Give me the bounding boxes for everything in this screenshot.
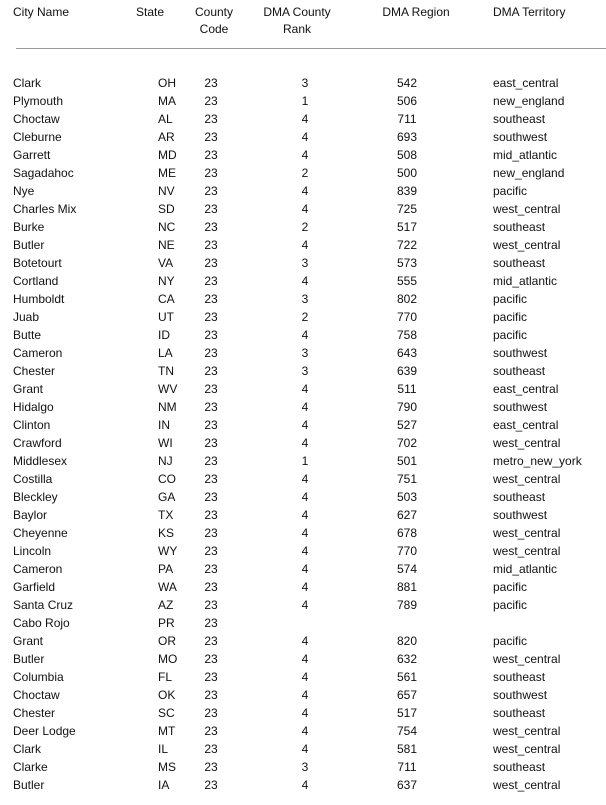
- cell-dma-county-rank: 4: [301, 130, 309, 144]
- cell-dma-territory: west_central: [493, 544, 561, 558]
- cell-state: OR: [158, 634, 176, 648]
- cell-city-name: Choctaw: [13, 112, 60, 126]
- cell-dma-region: 639: [396, 364, 418, 378]
- table-header: [0, 0, 606, 40]
- cell-state: ME: [158, 166, 176, 180]
- cell-city-name: Butler: [13, 238, 45, 252]
- cell-dma-county-rank: 4: [301, 580, 309, 594]
- cell-county-code: 23: [204, 436, 218, 450]
- table-row: [0, 650, 606, 668]
- table-row: [0, 632, 606, 650]
- cell-city-name: Deer Lodge: [13, 724, 76, 738]
- cell-dma-territory: southeast: [493, 256, 546, 270]
- cell-dma-county-rank: 3: [301, 760, 309, 774]
- cell-county-code: 23: [204, 418, 218, 432]
- cell-dma-county-rank: 4: [301, 526, 309, 540]
- cell-dma-region: 627: [396, 508, 418, 522]
- cell-county-code: 23: [204, 454, 218, 468]
- cell-dma-county-rank: 4: [301, 562, 309, 576]
- cell-state: ID: [158, 328, 170, 342]
- table-row: [0, 272, 606, 290]
- cell-city-name: Hidalgo: [13, 400, 54, 414]
- cell-city-name: Botetourt: [13, 256, 62, 270]
- cell-dma-county-rank: 3: [301, 364, 309, 378]
- cell-county-code: 23: [204, 598, 218, 612]
- cell-county-code: 23: [204, 724, 218, 738]
- cell-county-code: 23: [204, 526, 218, 540]
- cell-dma-region: 754: [396, 724, 418, 738]
- cell-county-code: 23: [204, 490, 218, 504]
- cell-dma-region: 500: [396, 166, 418, 180]
- cell-county-code: 23: [204, 94, 218, 108]
- cell-dma-territory: southeast: [493, 220, 546, 234]
- cell-state: MA: [158, 94, 176, 108]
- cell-dma-county-rank: 2: [301, 220, 309, 234]
- cell-state: GA: [158, 490, 176, 504]
- cell-city-name: Cortland: [13, 274, 59, 288]
- cell-dma-county-rank: 2: [301, 310, 309, 324]
- cell-city-name: Santa Cruz: [13, 598, 74, 612]
- cell-city-name: Middlesex: [13, 454, 68, 468]
- cell-dma-region: 702: [396, 436, 418, 450]
- table-row: [0, 92, 606, 110]
- cell-dma-county-rank: 4: [301, 598, 309, 612]
- header-city-name: City Name: [13, 5, 70, 19]
- cell-state: IA: [158, 778, 170, 792]
- cell-county-code: 23: [204, 688, 218, 702]
- cell-dma-region: 678: [396, 526, 418, 540]
- cell-city-name: Butte: [13, 328, 42, 342]
- cell-city-name: Clark: [13, 742, 42, 756]
- cell-dma-territory: new_england: [493, 94, 565, 108]
- cell-city-name: Cabo Rojo: [13, 616, 70, 630]
- cell-dma-county-rank: 4: [301, 274, 309, 288]
- cell-city-name: Cheyenne: [13, 526, 68, 540]
- cell-dma-county-rank: 4: [301, 490, 309, 504]
- cell-dma-region: 632: [396, 652, 418, 666]
- cell-dma-county-rank: 4: [301, 148, 309, 162]
- cell-dma-county-rank: 4: [301, 724, 309, 738]
- cell-county-code: 23: [204, 328, 218, 342]
- table-row: [0, 614, 606, 632]
- cell-dma-region: 527: [396, 418, 418, 432]
- cell-county-code: 23: [204, 652, 218, 666]
- cell-city-name: Plymouth: [13, 94, 64, 108]
- cell-city-name: Clark: [13, 76, 42, 90]
- cell-state: MS: [158, 760, 176, 774]
- table-body: [0, 74, 606, 794]
- cell-state: NY: [158, 274, 175, 288]
- cell-dma-county-rank: 4: [301, 418, 309, 432]
- cell-dma-county-rank: 2: [301, 166, 309, 180]
- table-row: [0, 146, 606, 164]
- cell-state: VA: [158, 256, 174, 270]
- cell-dma-region: 751: [396, 472, 418, 486]
- cell-dma-territory: pacific: [493, 328, 528, 342]
- header-divider: [16, 48, 606, 49]
- cell-dma-territory: southeast: [493, 490, 546, 504]
- cell-city-name: Crawford: [13, 436, 62, 450]
- cell-dma-territory: southwest: [493, 400, 548, 414]
- cell-dma-county-rank: 3: [301, 292, 309, 306]
- cell-city-name: Costilla: [13, 472, 53, 486]
- table-row: [0, 182, 606, 200]
- cell-dma-region: 722: [396, 238, 418, 252]
- cell-dma-region: 711: [397, 760, 417, 774]
- table-row: [0, 506, 606, 524]
- table-row: [0, 578, 606, 596]
- cell-state: CA: [158, 292, 175, 306]
- cell-dma-region: 790: [396, 400, 418, 414]
- cell-dma-region: 542: [396, 76, 418, 90]
- table-row: [0, 308, 606, 326]
- cell-state: OK: [158, 688, 176, 702]
- cell-dma-region: 581: [396, 742, 418, 756]
- cell-dma-territory: pacific: [493, 580, 528, 594]
- table-row: [0, 596, 606, 614]
- cell-dma-territory: west_central: [493, 724, 561, 738]
- cell-state: WA: [158, 580, 177, 594]
- cell-dma-county-rank: 1: [301, 94, 309, 108]
- cell-dma-territory: southeast: [493, 706, 546, 720]
- table-row: [0, 326, 606, 344]
- cell-dma-region: 517: [396, 706, 418, 720]
- cell-county-code: 23: [204, 310, 218, 324]
- cell-dma-territory: mid_atlantic: [493, 562, 558, 576]
- cell-state: AR: [158, 130, 175, 144]
- cell-state: NE: [158, 238, 175, 252]
- header-state: State: [136, 5, 165, 19]
- cell-dma-county-rank: 3: [301, 76, 309, 90]
- cell-dma-region: 711: [397, 112, 417, 126]
- cell-city-name: Humboldt: [13, 292, 65, 306]
- cell-dma-territory: metro_new_york: [493, 454, 582, 468]
- cell-dma-county-rank: 3: [301, 256, 309, 270]
- cell-dma-region: 789: [396, 598, 418, 612]
- table-row: [0, 128, 606, 146]
- cell-dma-county-rank: 4: [301, 184, 309, 198]
- table-row: [0, 704, 606, 722]
- table-row: [0, 542, 606, 560]
- cell-dma-territory: pacific: [493, 184, 528, 198]
- cell-dma-territory: southeast: [493, 364, 546, 378]
- cell-state: IL: [158, 742, 169, 756]
- cell-state: PA: [158, 562, 174, 576]
- cell-city-name: Grant: [13, 382, 44, 396]
- table-row: [0, 560, 606, 578]
- cell-dma-county-rank: 4: [301, 742, 309, 756]
- cell-dma-territory: west_central: [493, 436, 561, 450]
- cell-dma-county-rank: 4: [301, 112, 309, 126]
- table-row: [0, 164, 606, 182]
- cell-state: TN: [158, 364, 174, 378]
- cell-dma-county-rank: 4: [301, 670, 309, 684]
- cell-state: NC: [158, 220, 176, 234]
- cell-county-code: 23: [204, 274, 218, 288]
- cell-state: KS: [158, 526, 175, 540]
- cell-city-name: Garfield: [13, 580, 56, 594]
- cell-dma-county-rank: 4: [301, 382, 309, 396]
- cell-city-name: Clinton: [13, 418, 51, 432]
- cell-county-code: 23: [204, 634, 218, 648]
- table-row: [0, 452, 606, 470]
- cell-dma-territory: west_central: [493, 742, 561, 756]
- table-row: [0, 74, 606, 92]
- table-row: [0, 344, 606, 362]
- cell-dma-territory: southwest: [493, 346, 548, 360]
- cell-dma-region: 657: [396, 688, 418, 702]
- cell-state: SD: [158, 202, 175, 216]
- cell-city-name: Butler: [13, 778, 45, 792]
- cell-dma-territory: west_central: [493, 778, 561, 792]
- table-row: [0, 398, 606, 416]
- cell-dma-region: 820: [396, 634, 418, 648]
- cell-dma-region: 506: [396, 94, 418, 108]
- cell-dma-region: 758: [396, 328, 418, 342]
- cell-dma-region: 643: [396, 346, 418, 360]
- cell-county-code: 23: [204, 130, 218, 144]
- cell-dma-territory: mid_atlantic: [493, 274, 558, 288]
- cell-dma-region: 573: [396, 256, 418, 270]
- cell-dma-county-rank: 4: [301, 706, 309, 720]
- cell-state: MO: [158, 652, 178, 666]
- cell-county-code: 23: [204, 346, 218, 360]
- cell-dma-county-rank: 4: [301, 778, 309, 792]
- cell-state: IN: [158, 418, 170, 432]
- header-county-code: County Code: [194, 5, 234, 36]
- cell-state: NM: [158, 400, 177, 414]
- cell-dma-region: 503: [396, 490, 418, 504]
- cell-city-name: Burke: [13, 220, 45, 234]
- cell-state: NJ: [158, 454, 173, 468]
- cell-city-name: Chester: [13, 706, 56, 720]
- cell-dma-territory: southwest: [493, 508, 548, 522]
- cell-dma-county-rank: 3: [301, 346, 309, 360]
- table-row: [0, 434, 606, 452]
- cell-state: NV: [158, 184, 175, 198]
- cell-county-code: 23: [204, 580, 218, 594]
- table-row: [0, 758, 606, 776]
- cell-county-code: 23: [204, 184, 218, 198]
- table-row: [0, 254, 606, 272]
- cell-dma-region: 555: [396, 274, 418, 288]
- cell-dma-territory: east_central: [493, 418, 559, 432]
- cell-city-name: Cameron: [13, 562, 63, 576]
- cell-county-code: 23: [204, 76, 218, 90]
- cell-city-name: Charles Mix: [13, 202, 77, 216]
- cell-dma-territory: southwest: [493, 130, 548, 144]
- table-row: [0, 290, 606, 308]
- cell-dma-county-rank: 4: [301, 544, 309, 558]
- cell-state: SC: [158, 706, 175, 720]
- cell-dma-county-rank: 4: [301, 400, 309, 414]
- table-row: [0, 416, 606, 434]
- cell-dma-territory: southeast: [493, 760, 546, 774]
- cell-dma-county-rank: 4: [301, 202, 309, 216]
- cell-dma-region: 561: [396, 670, 418, 684]
- cell-county-code: 23: [204, 112, 218, 126]
- cell-county-code: 23: [204, 508, 218, 522]
- cell-county-code: 23: [204, 616, 218, 630]
- cell-county-code: 23: [204, 400, 218, 414]
- cell-city-name: Clarke: [13, 760, 48, 774]
- cell-state: TX: [158, 508, 174, 522]
- cell-city-name: Bleckley: [13, 490, 58, 504]
- cell-dma-territory: southeast: [493, 670, 546, 684]
- cell-dma-territory: east_central: [493, 382, 559, 396]
- cell-state: UT: [158, 310, 174, 324]
- table-row: [0, 380, 606, 398]
- cell-dma-county-rank: 1: [301, 454, 309, 468]
- cell-county-code: 23: [204, 292, 218, 306]
- cell-county-code: 23: [204, 706, 218, 720]
- cell-county-code: 23: [204, 202, 218, 216]
- cell-state: AL: [158, 112, 173, 126]
- cell-dma-county-rank: 4: [301, 508, 309, 522]
- cell-city-name: Choctaw: [13, 688, 60, 702]
- cell-state: PR: [158, 616, 175, 630]
- table-row: [0, 686, 606, 704]
- cell-dma-territory: new_england: [493, 166, 565, 180]
- table-row: [0, 218, 606, 236]
- cell-dma-territory: pacific: [493, 598, 528, 612]
- cell-dma-region: 693: [396, 130, 418, 144]
- cell-dma-territory: west_central: [493, 526, 561, 540]
- cell-city-name: Juab: [13, 310, 40, 324]
- cell-county-code: 23: [204, 364, 218, 378]
- cell-county-code: 23: [204, 148, 218, 162]
- cell-dma-region: 511: [397, 382, 417, 396]
- cell-dma-territory: east_central: [493, 76, 559, 90]
- cell-city-name: Lincoln: [13, 544, 52, 558]
- cell-dma-territory: pacific: [493, 634, 528, 648]
- table-row: [0, 110, 606, 128]
- cell-county-code: 23: [204, 670, 218, 684]
- cell-state: WY: [158, 544, 178, 558]
- header-dma-region: DMA Region: [382, 5, 450, 19]
- cell-state: CO: [158, 472, 176, 486]
- cell-county-code: 23: [204, 544, 218, 558]
- cell-county-code: 23: [204, 382, 218, 396]
- cell-city-name: Garrett: [13, 148, 51, 162]
- cell-dma-territory: mid_atlantic: [493, 148, 558, 162]
- cell-dma-region: 637: [396, 778, 418, 792]
- table-row: [0, 524, 606, 542]
- table-row: [0, 668, 606, 686]
- table-row: [0, 740, 606, 758]
- cell-city-name: Butler: [13, 652, 45, 666]
- cell-county-code: 23: [204, 256, 218, 270]
- cell-county-code: 23: [204, 778, 218, 792]
- cell-dma-county-rank: 4: [301, 436, 309, 450]
- cell-dma-region: 574: [396, 562, 418, 576]
- cell-county-code: 23: [204, 562, 218, 576]
- cell-county-code: 23: [204, 238, 218, 252]
- cell-county-code: 23: [204, 166, 218, 180]
- cell-county-code: 23: [204, 760, 218, 774]
- cell-dma-territory: west_central: [493, 472, 561, 486]
- cell-city-name: Cleburne: [13, 130, 62, 144]
- cell-dma-region: 770: [396, 310, 418, 324]
- header-dma-territory: DMA Territory: [493, 5, 566, 19]
- table-row: [0, 236, 606, 254]
- cell-state: FL: [158, 670, 173, 684]
- cell-dma-territory: west_central: [493, 202, 561, 216]
- cell-city-name: Grant: [13, 634, 44, 648]
- cell-state: MT: [158, 724, 176, 738]
- cell-city-name: Chester: [13, 364, 56, 378]
- cell-dma-county-rank: 4: [301, 328, 309, 342]
- cell-dma-region: 517: [396, 220, 418, 234]
- cell-state: AZ: [158, 598, 174, 612]
- cell-county-code: 23: [204, 742, 218, 756]
- cell-dma-territory: west_central: [493, 238, 561, 252]
- cell-dma-region: 770: [396, 544, 418, 558]
- cell-dma-region: 508: [396, 148, 418, 162]
- table-row: [0, 470, 606, 488]
- cell-dma-territory: west_central: [493, 652, 561, 666]
- cell-state: OH: [158, 76, 176, 90]
- cell-dma-county-rank: 4: [301, 634, 309, 648]
- cell-state: WI: [158, 436, 173, 450]
- header-dma-county-rank: DMA County Rank: [263, 5, 331, 36]
- cell-city-name: Nye: [13, 184, 35, 198]
- cell-state: LA: [158, 346, 173, 360]
- table-row: [0, 200, 606, 218]
- cell-dma-region: 501: [396, 454, 418, 468]
- cell-dma-region: 802: [396, 292, 418, 306]
- cell-city-name: Columbia: [13, 670, 64, 684]
- cell-dma-region: 725: [396, 202, 418, 216]
- cell-county-code: 23: [204, 220, 218, 234]
- cell-dma-region: 881: [396, 580, 418, 594]
- cell-dma-county-rank: 4: [301, 688, 309, 702]
- cell-county-code: 23: [204, 472, 218, 486]
- cell-dma-territory: pacific: [493, 310, 528, 324]
- table-row: [0, 722, 606, 740]
- cell-state: MD: [158, 148, 177, 162]
- cell-dma-territory: pacific: [493, 292, 528, 306]
- cell-dma-county-rank: 4: [301, 472, 309, 486]
- table-row: [0, 362, 606, 380]
- cell-city-name: Cameron: [13, 346, 63, 360]
- cell-city-name: Sagadahoc: [13, 166, 74, 180]
- cell-dma-county-rank: 4: [301, 652, 309, 666]
- table-row: [0, 776, 606, 794]
- cell-dma-region: 839: [396, 184, 418, 198]
- table-row: [0, 488, 606, 506]
- cell-dma-county-rank: 4: [301, 238, 309, 252]
- cell-city-name: Baylor: [13, 508, 48, 522]
- cell-dma-territory: southwest: [493, 688, 548, 702]
- cell-state: WV: [158, 382, 178, 396]
- cell-dma-territory: southeast: [493, 112, 546, 126]
